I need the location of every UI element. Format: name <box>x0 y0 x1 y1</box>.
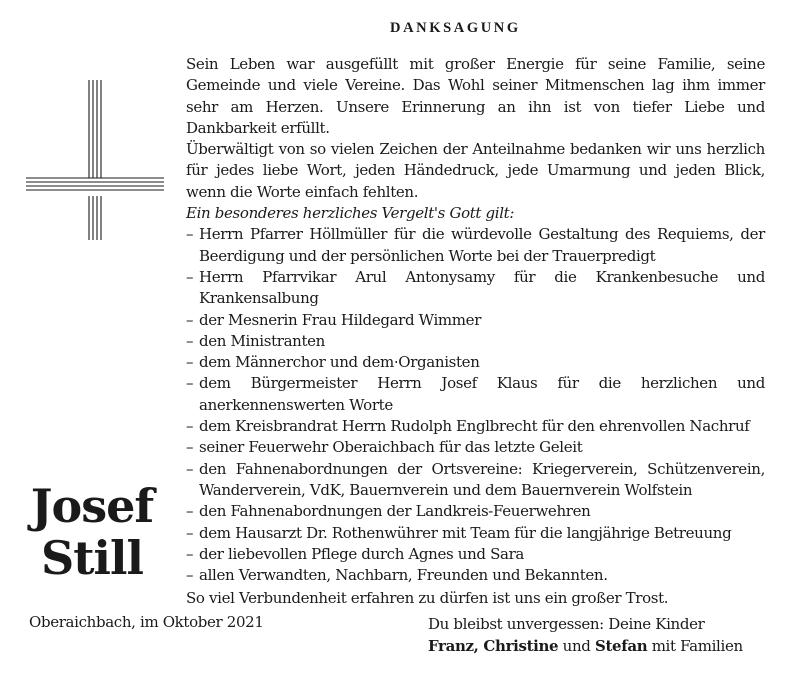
dash-bullet: – <box>186 544 194 563</box>
paragraph-life: Sein Leben war ausgefüllt mit großer Energie für seine Familie, seine Gemeinde und viele Vereine. Das Wohl seiner Mitmenschen lag ihm immer sehr am Herzen. Unsere Erinnerung an ihn ist von tiefer Liebe und Dankbarkeit erfüllt. <box>186 55 765 137</box>
list-item-text: der liebevollen Pflege durch Agnes und Sara <box>199 544 525 563</box>
children-names: Franz, Christine <box>428 637 559 655</box>
list-item <box>186 459 765 502</box>
list-item <box>186 352 765 373</box>
list-item-text: dem Kreisbrandrat Herrn Rudolph Englbrecht für den ehrenvollen Nachruf <box>199 417 750 436</box>
cross-icon <box>26 80 166 240</box>
closing-line: So viel Verbundenheit erfahren zu dürfen ist uns ein großer Trost. <box>186 589 669 608</box>
list-item-text: Herrn Pfarrer Höllmüller für die würdevolle Gestaltung des Requiems, der Beerdigung und der persönlichen Worte bei der Trauerpredigt <box>199 225 765 265</box>
list-item-text: den Fahnenabordnungen der Landkreis-Feuerwehren <box>199 502 591 521</box>
signoff-tail: mit Familien <box>651 637 743 655</box>
dash-bullet: – <box>186 523 194 542</box>
dash-bullet: – <box>186 566 194 585</box>
dash-bullet: – <box>186 331 194 350</box>
list-item <box>186 267 765 310</box>
conjunction: und <box>562 637 591 655</box>
list-item <box>186 416 765 437</box>
dash-bullet: – <box>186 225 194 244</box>
list-item <box>186 565 765 586</box>
paragraph-gratitude: Überwältigt von so vielen Zeichen der Anteilnahme bedanken wir uns herzlich für jedes liebe Wort, jeden Händedruck, jede Umarmung und jeden Blick, wenn die Worte einfach fehlten. <box>186 140 765 201</box>
list-item <box>186 224 765 267</box>
dash-bullet: – <box>186 417 194 436</box>
message-body <box>186 54 765 610</box>
list-item-text: seiner Feuerwehr Oberaichbach für das letzte Geleit <box>199 438 583 457</box>
place-date: Oberaichbach, im Oktober 2021 <box>29 613 264 631</box>
list-item-text: den Fahnenabordnungen der Ortsvereine: Kriegerverein, Schützenverein, Wanderverein, VdK, Bauernverein und dem Bauernverein Wolfstein <box>199 459 765 499</box>
list-item-text: dem Männerchor und dem·Organisten <box>199 353 480 372</box>
list-item-text: den Ministranten <box>199 331 325 350</box>
list-item <box>186 437 765 458</box>
signoff-line: Du bleibst unvergessen: Deine Kinder <box>428 615 705 633</box>
dash-bullet: – <box>186 459 194 478</box>
dash-bullet: – <box>186 438 194 457</box>
last-name: Still <box>41 531 143 585</box>
deceased-name <box>8 480 176 584</box>
dash-bullet: – <box>186 374 194 393</box>
signoff <box>428 613 778 657</box>
signoff-names <box>428 635 778 657</box>
list-item-text: Herrn Pfarrvikar Arul Antonysamy für die Krankenbesuche und Krankensalbung <box>199 267 765 308</box>
page-title: DANKSAGUNG <box>390 20 521 36</box>
list-item <box>186 523 765 544</box>
list-item <box>186 501 765 522</box>
list-item-text: dem Bürgermeister Herrn Josef Klaus für die herzlichen und anerkennenswerten Worte <box>199 374 765 414</box>
list-item <box>186 310 765 331</box>
child-name: Stefan <box>594 637 648 655</box>
dash-bullet: – <box>186 353 194 372</box>
dash-bullet: – <box>186 310 194 329</box>
thanks-intro: Ein besonderes herzliches Vergelt's Gott gilt: <box>186 204 515 223</box>
list-item <box>186 331 765 352</box>
list-item-text: dem Hausarzt Dr. Rothenwührer mit Team für die langjährige Betreuung <box>199 523 732 542</box>
list-item <box>186 373 765 416</box>
list-item <box>186 544 765 565</box>
list-item-text: der Mesnerin Frau Hildegard Wimmer <box>199 310 482 329</box>
list-item-text: allen Verwandten, Nachbarn, Freunden und Bekannten. <box>199 566 608 585</box>
dash-bullet: – <box>186 267 194 286</box>
thanks-list <box>186 224 765 586</box>
dash-bullet: – <box>186 502 194 521</box>
first-name: Josef <box>30 479 154 533</box>
